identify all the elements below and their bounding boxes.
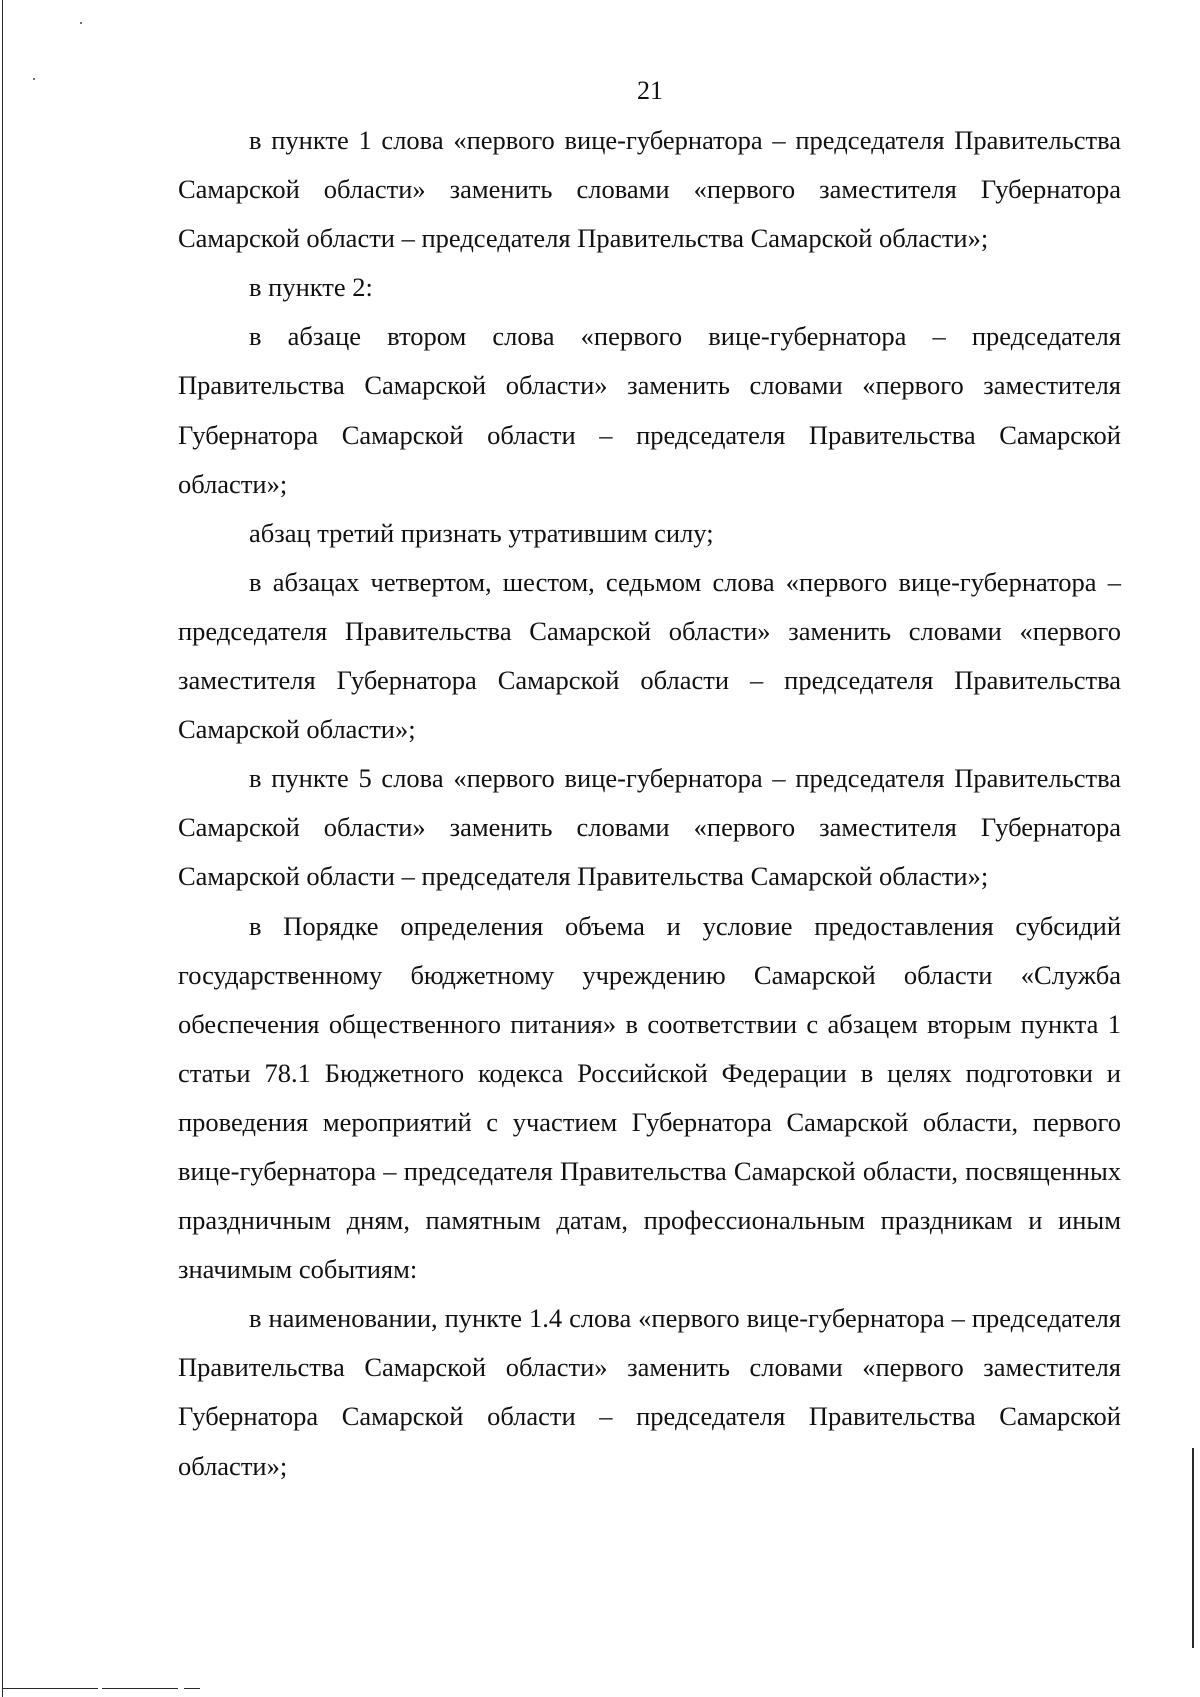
scan-speck (80, 22, 82, 24)
paragraph-point-2-third-indent: абзац третий признать утратившим силу; (249, 517, 714, 548)
paragraph-item-1-point-1: в пункте 1 слова «первого вице-губернатора – председателя Правительства Самарской области» заменить словами «первого заместителя Губернатора Самарской области – председателя Правительства Самарской области»; (178, 125, 1121, 254)
scan-border-left (2, 0, 3, 1697)
scan-border-bottom-segment (184, 1688, 200, 1689)
document-body (178, 116, 1121, 1491)
paragraph-subsidy-order-title-point-1-4: в наименовании, пункте 1.4 слова «первого вице-губернатора – председателя Правительства Самарской области» заменить словами «первого заместителя Губернатора Самарской области – председателя Правительства Самарской области»; (178, 1303, 1121, 1481)
page-number: 21 (637, 76, 663, 105)
paragraph-point-2-second-indent: в абзаце втором слова «первого вице-губернатора – председателя Правительства Самарской области» заменить словами «первого заместителя Губернатора Самарской области – председателя Правительства Самарской области»; (178, 321, 1121, 499)
paragraph-point-5: в пункте 5 слова «первого вице-губернатора – председателя Правительства Самарской области» заменить словами «первого заместителя Губернатора Самарской области – председателя Правительства Самарской области»; (178, 763, 1121, 892)
paragraph-subsidy-order: в Порядке определения объема и условие предоставления субсидий государственному бюджетному учреждению Самарской области «Служба обеспечения общественного питания» в соответствии с абзацем вторым пункта 1 статьи 78.1 Бюджетного кодекса Российской Федерации в целях подготовки и проведения мероприятий с участием Губернатора Самарской области, первого вице-губернатора – председателя Правительства Самарской области, посвященных праздничным дням, памятным датам, профессиональным праздникам и иным значимым событиям: (178, 910, 1121, 1285)
scan-border-right (1192, 1448, 1194, 1648)
paragraph-point-2-other-indents: в абзацах четвертом, шестом, седьмом слова «первого вице-губернатора – председателя Правительства Самарской области» заменить словами «первого заместителя Губернатора Самарской области – председателя Правительства Самарской области»; (178, 566, 1121, 745)
scan-border-bottom-segment (102, 1688, 178, 1689)
paragraph-item-1-point-2-heading: в пункте 2: (249, 272, 373, 303)
scan-border-bottom (2, 1688, 98, 1689)
